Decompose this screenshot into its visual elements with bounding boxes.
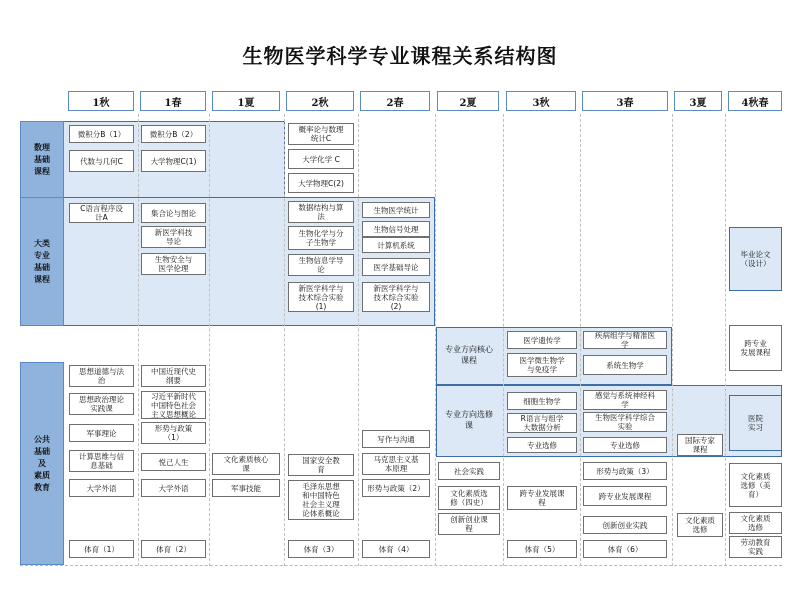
course-box: 生物信号处理 bbox=[362, 221, 430, 237]
course-box: C语言程序设 计A bbox=[69, 203, 134, 223]
course-box: 体育（4） bbox=[362, 540, 430, 558]
course-box: 疾病组学与精准医 学 bbox=[583, 331, 667, 349]
course-box: 社会实践 bbox=[438, 462, 500, 480]
column-divider bbox=[580, 114, 581, 566]
course-box: 专业选修 bbox=[583, 437, 667, 453]
course-box: 跨专业 发展课程 bbox=[729, 325, 782, 371]
course-box: 文化素质核心 课 bbox=[212, 453, 280, 475]
course-box: 新医学科学与 技术综合实验 (2) bbox=[362, 282, 430, 312]
page-title: 生物医学科学专业课程关系结构图 bbox=[242, 44, 558, 68]
course-box: 微积分B（2） bbox=[141, 125, 206, 143]
course-box: 思想政治理论 实践课 bbox=[69, 393, 134, 415]
course-box: 生物信息学导 论 bbox=[288, 254, 354, 276]
column-divider bbox=[503, 114, 504, 566]
semester-header: 2夏 bbox=[437, 91, 499, 111]
course-box: 体育（1） bbox=[69, 540, 134, 558]
course-box: 形势与政策（2） bbox=[362, 479, 430, 497]
course-box: 大学外语 bbox=[141, 479, 206, 497]
semester-header: 1夏 bbox=[212, 91, 280, 111]
course-box: 医院 实习 bbox=[729, 395, 782, 451]
course-box: 细胞生物学 bbox=[507, 392, 577, 410]
course-box: 微积分B（1） bbox=[69, 125, 134, 143]
course-box: 文化素质选 修（四史） bbox=[438, 486, 500, 510]
column-divider bbox=[284, 114, 285, 566]
core-label: 专业方向核心 课程 bbox=[445, 345, 493, 365]
course-box: 文化素质 选修（美 育） bbox=[729, 463, 782, 507]
semester-header: 2秋 bbox=[286, 91, 354, 111]
course-box: 中国近现代史 纲要 bbox=[141, 365, 206, 387]
course-box: 数据结构与算 法 bbox=[288, 201, 354, 223]
column-divider bbox=[725, 114, 726, 566]
row-divider bbox=[20, 565, 782, 566]
course-box: 集合论与图论 bbox=[141, 203, 206, 223]
course-box: 专业选修 bbox=[507, 437, 577, 453]
semester-header: 4秋春 bbox=[728, 91, 782, 111]
course-box: 代数与几何C bbox=[69, 150, 134, 172]
course-box: 国际专家 课程 bbox=[677, 434, 723, 456]
semester-header: 3秋 bbox=[506, 91, 576, 111]
course-box: 新医学科学与 技术综合实验 (1) bbox=[288, 282, 354, 312]
course-box: 国家安全教 育 bbox=[288, 454, 354, 476]
course-box: 跨专业发展课 程 bbox=[507, 486, 577, 510]
course-box: 劳动教育 实践 bbox=[729, 536, 782, 558]
elective-label: 专业方向选修 课 bbox=[445, 410, 493, 430]
semester-header: 2春 bbox=[360, 91, 430, 111]
column-divider bbox=[435, 114, 436, 566]
category-science: 大类 专业 基础 课程 bbox=[20, 197, 64, 326]
semester-header: 3春 bbox=[582, 91, 668, 111]
course-box: 大学外语 bbox=[69, 479, 134, 497]
course-box: 写作与沟通 bbox=[362, 430, 430, 448]
course-box: 医学微生物学 与免疫学 bbox=[507, 353, 577, 377]
course-box: 计算思维与信 息基础 bbox=[69, 450, 134, 472]
semester-header: 1秋 bbox=[68, 91, 134, 111]
course-box: 毛泽东思想 和中国特色 社会主义理 论体系概论 bbox=[288, 480, 354, 520]
course-box: 新医学科技 导论 bbox=[141, 226, 206, 248]
semester-header: 3夏 bbox=[674, 91, 722, 111]
course-box: 体育（5） bbox=[507, 540, 577, 558]
column-divider bbox=[209, 114, 210, 566]
course-box: 大学化学 C bbox=[288, 149, 354, 169]
course-box: 军事理论 bbox=[69, 424, 134, 442]
course-box: 生物医学科学综合 实验 bbox=[583, 412, 667, 432]
course-box: 创新创业课 程 bbox=[438, 513, 500, 535]
course-box: 生物医学统计 bbox=[362, 202, 430, 218]
course-box: 体育（3） bbox=[288, 540, 354, 558]
course-box: 形势与政策（3） bbox=[583, 462, 667, 480]
course-box: 形势与政策 （1） bbox=[141, 422, 206, 444]
course-box: 毕业论文 （设计） bbox=[729, 227, 782, 291]
course-box: 生物化学与分 子生物学 bbox=[288, 226, 354, 250]
course-box: 计算机系统 bbox=[362, 237, 430, 253]
column-divider bbox=[672, 114, 673, 566]
course-box: 文化素质 选修 bbox=[729, 512, 782, 534]
course-box: 生物安全与 医学伦理 bbox=[141, 253, 206, 275]
course-box: 医学基础导论 bbox=[362, 258, 430, 276]
course-box: 体育（6） bbox=[583, 540, 667, 558]
course-box: 感觉与系统神经科 学 bbox=[583, 390, 667, 410]
course-box: R语言与组学 大数据分析 bbox=[507, 413, 577, 433]
course-box: 习近平新时代 中国特色社会 主义思想概论 bbox=[141, 391, 206, 419]
category-general: 公共 基础 及 素质 教育 bbox=[20, 362, 64, 565]
course-box: 悦己人生 bbox=[141, 453, 206, 471]
course-box: 马克思主义基 本原理 bbox=[362, 453, 430, 475]
course-box: 概率论与数理 统计C bbox=[288, 123, 354, 145]
category-math: 数理 基础 课程 bbox=[20, 121, 64, 198]
semester-header: 1春 bbox=[140, 91, 206, 111]
course-box: 医学遗传学 bbox=[507, 331, 577, 349]
course-box: 文化素质 选修 bbox=[677, 513, 723, 537]
course-box: 军事技能 bbox=[212, 479, 280, 497]
course-box: 大学物理C(2) bbox=[288, 173, 354, 193]
column-divider bbox=[358, 114, 359, 566]
course-box: 系统生物学 bbox=[583, 355, 667, 375]
course-box: 大学物理C(1) bbox=[141, 150, 206, 172]
course-box: 创新创业实践 bbox=[583, 516, 667, 534]
column-divider bbox=[138, 114, 139, 566]
course-box: 跨专业发展课程 bbox=[583, 486, 667, 506]
course-box: 体育（2） bbox=[141, 540, 206, 558]
course-box: 思想道德与法 治 bbox=[69, 365, 134, 387]
